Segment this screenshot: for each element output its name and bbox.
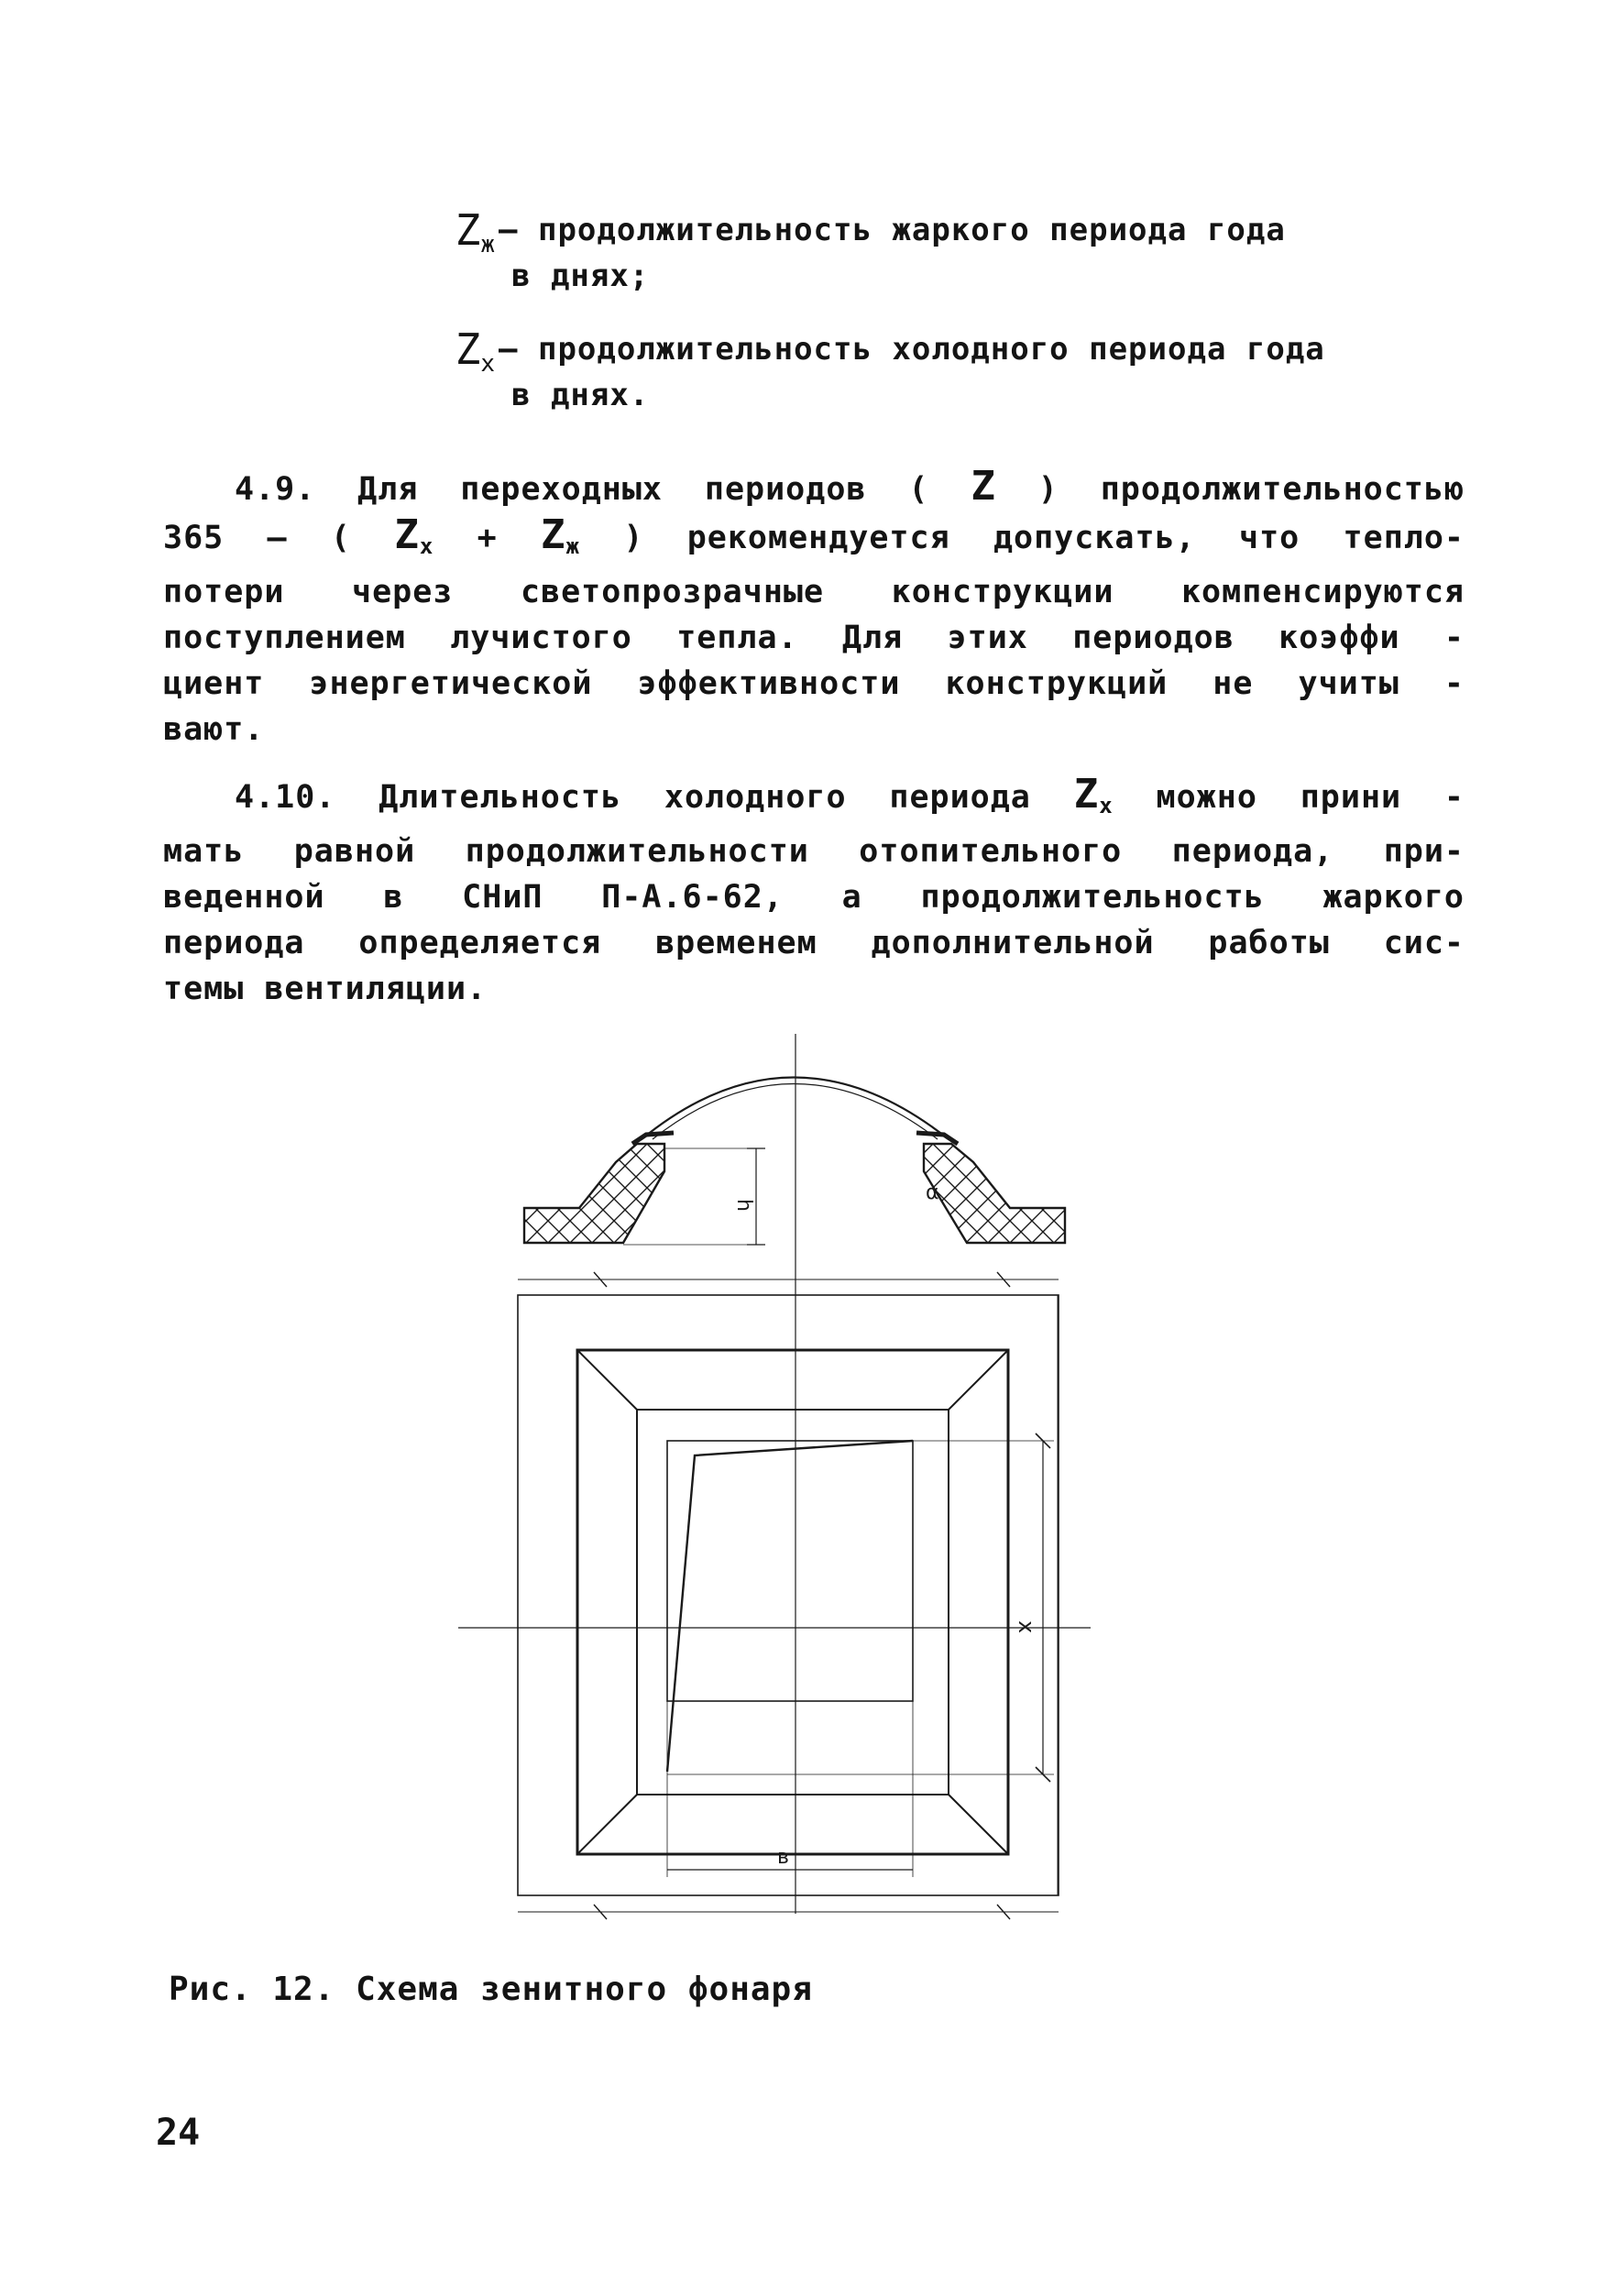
text-line: 4.10. Длительность холодного периода $Z_х$ можно прини - [235,771,1465,818]
skylight-diagram [449,1034,1109,1932]
definition-cold-period: $Z_х$ – продолжительность холодного периода года в днях. [403,326,1485,418]
curb-inner [637,1410,949,1795]
text-line: потери через светопрозрачные конструкции компенсируются [163,574,1465,610]
symbol-z-cold: $Z_х$ [455,324,495,378]
text-line: мать равной продолжительности отопительного периода, при- [163,833,1465,870]
curb-outer [577,1350,1008,1854]
text-line: поступлением лучистого тепла. Для этих периодов коэффи - [163,620,1465,656]
opening [667,1441,913,1701]
definition-text-line2: в днях; [511,258,650,294]
paragraph-4-9 [163,464,1465,752]
symbol-z-hot: $Z_ж$ [455,205,495,258]
symbol-definitions [403,207,1485,445]
text-line: 4.9. Для переходных периодов ( Z ) продолжительностью [235,463,1465,510]
skew-outline [667,1441,913,1772]
definition-hot-period: $Z_ж$ – продолжительность жаркого периода года в днях; [403,207,1485,299]
text-line: 365 – ( $Z_х + Z_ж$ ) рекомендуется допускать, что тепло- [163,511,1465,559]
paragraph-4-10 [163,772,1465,1012]
definition-text-line1: продолжительность жаркого периода года [537,212,1286,248]
definition-text-line1: продолжительность холодного периода года [537,331,1325,368]
outer-boundary [518,1295,1059,1895]
section-view [524,1078,1065,1246]
label-alpha: α [926,1181,939,1204]
text-line: периода определяется временем дополнительной работы сис- [163,925,1465,961]
text-line: веденной в СНиП П-А.6-62, а продолжительность жаркого [163,879,1465,916]
figure-caption: Рис. 12. Схема зенитного фонаря [169,1971,813,2008]
plan-view [458,1272,1091,1919]
definition-text-line2: в днях. [511,377,650,413]
label-b: в [777,1846,789,1869]
roof-left [524,1144,664,1243]
text-line: вают. [163,711,265,748]
label-h: h [732,1199,755,1212]
page-number: 24 [156,2112,201,2154]
text-line: темы вентиляции. [163,971,488,1007]
label-x: х [1014,1620,1039,1634]
text-line: циент энергетической эффективности конструкций не учиты - [163,665,1465,702]
roof-right [924,1144,1065,1243]
